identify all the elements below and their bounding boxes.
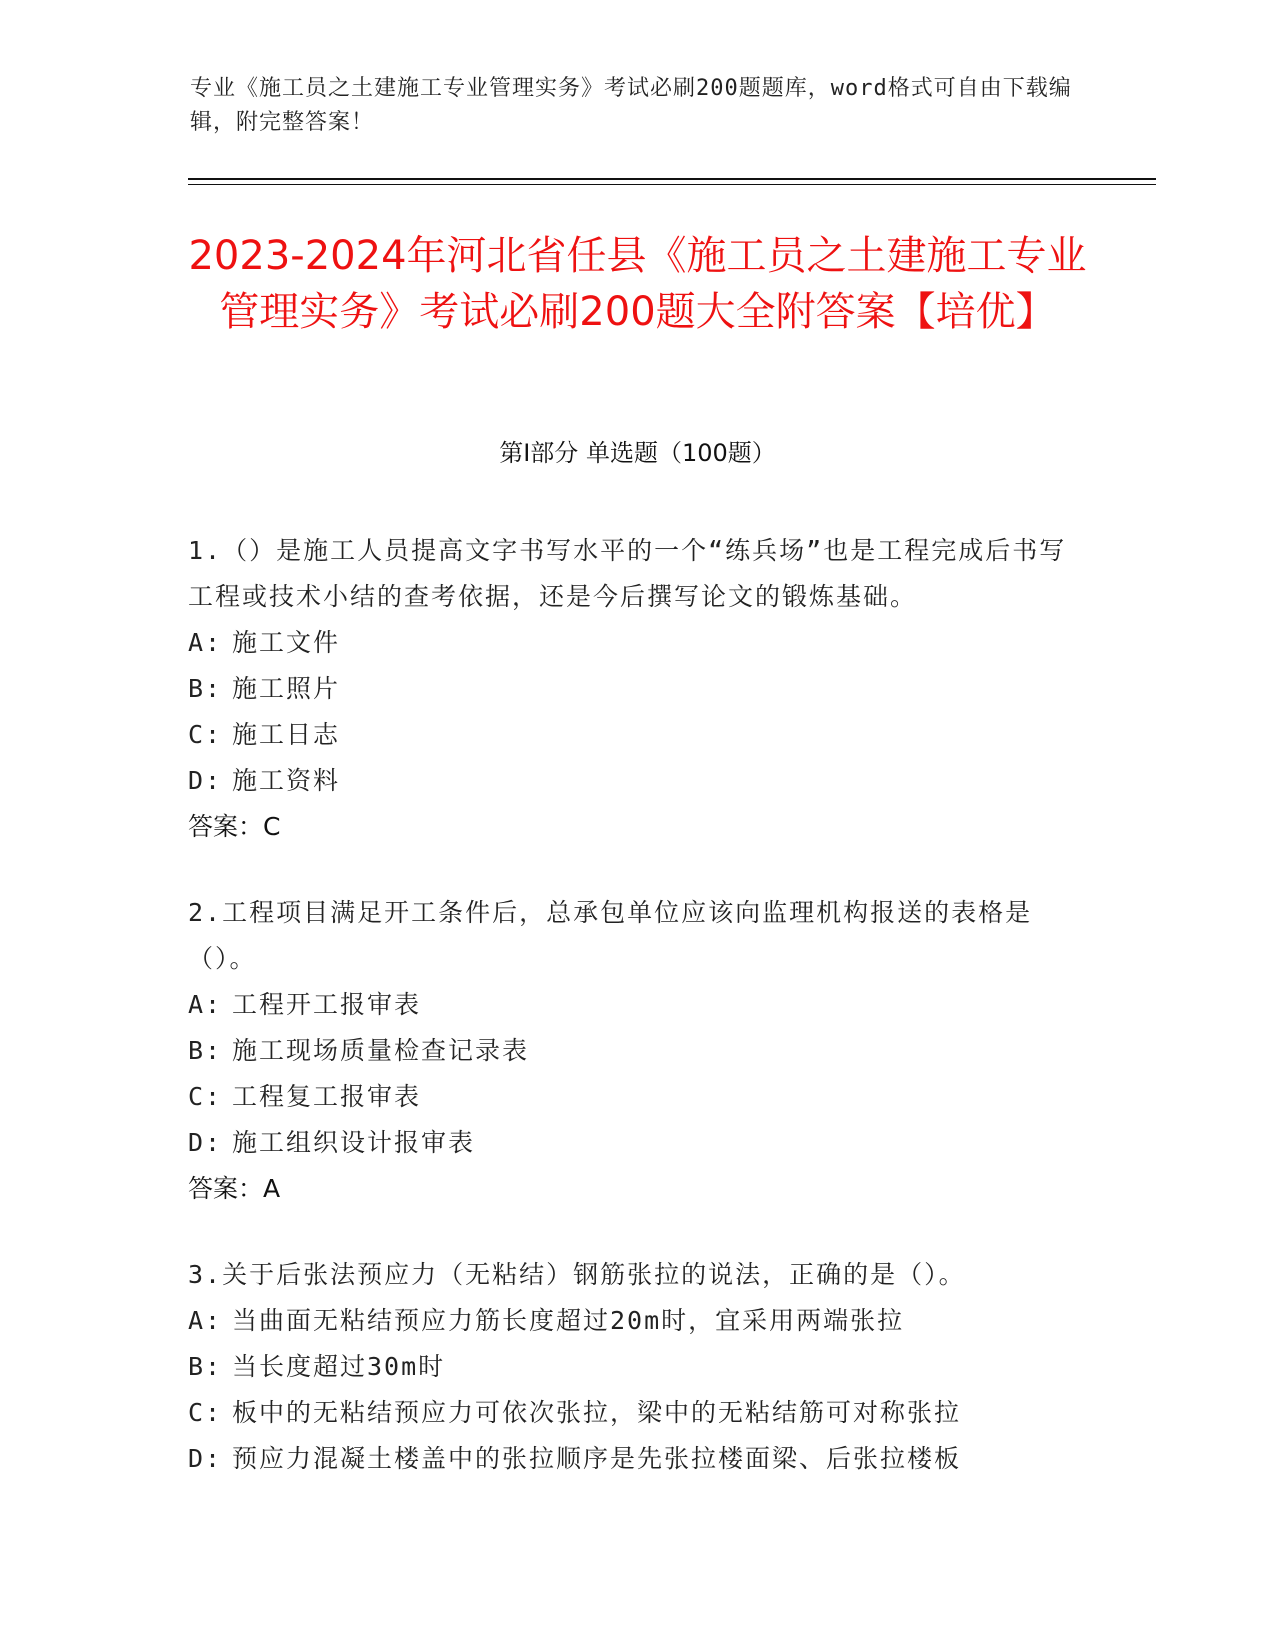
- section-title: 第I部分 单选题（100题）: [499, 439, 776, 467]
- option-letter: D:: [188, 1444, 223, 1473]
- option-letter: B:: [188, 674, 223, 703]
- option-text: 施工现场质量检查记录表: [232, 1036, 530, 1065]
- option-c: [188, 1390, 1078, 1436]
- document-title: 2023-2024年河北省任县《施工员之土建施工专业管理实务》考试必刷200题大全附答案【培优】: [188, 233, 1087, 335]
- option-text: 施工组织设计报审表: [232, 1128, 476, 1157]
- option-a: [188, 620, 1078, 666]
- option-text: 施工资料: [232, 766, 341, 795]
- header-note: 专业《施工员之土建施工专业管理实务》考试必刷200题题库，word格式可自由下载编辑，附完整答案！: [190, 76, 1072, 135]
- option-text: 当长度超过30m时: [232, 1352, 446, 1381]
- answer-line: 答案：A: [188, 1174, 281, 1203]
- question-item: [188, 1252, 1078, 1482]
- option-d: [188, 1436, 1078, 1482]
- option-text: 施工文件: [232, 628, 341, 657]
- option-d: [188, 1120, 1078, 1166]
- option-letter: B:: [188, 1352, 223, 1381]
- header-divider-thick: [188, 178, 1156, 180]
- option-text: 工程开工报审表: [232, 990, 422, 1019]
- option-letter: B:: [188, 1036, 223, 1065]
- question-item: [188, 528, 1078, 850]
- option-letter: C:: [188, 1398, 223, 1427]
- option-text: 施工日志: [232, 720, 341, 749]
- question-item: [188, 890, 1078, 1212]
- question-stem: 2.工程项目满足开工条件后，总承包单位应该向监理机构报送的表格是（）。: [188, 898, 1033, 973]
- option-letter: D:: [188, 766, 223, 795]
- option-letter: A:: [188, 990, 223, 1019]
- option-letter: C:: [188, 720, 223, 749]
- option-text: 当曲面无粘结预应力筋长度超过20m时，宜采用两端张拉: [232, 1306, 905, 1335]
- option-c: [188, 1074, 1078, 1120]
- option-text: 板中的无粘结预应力可依次张拉，梁中的无粘结筋可对称张拉: [232, 1398, 962, 1427]
- option-letter: C:: [188, 1082, 223, 1111]
- option-a: [188, 982, 1078, 1028]
- question-list: [188, 528, 1078, 1522]
- option-letter: A:: [188, 628, 223, 657]
- header-divider-thin: [188, 184, 1156, 185]
- option-b: [188, 1028, 1078, 1074]
- option-d: [188, 758, 1078, 804]
- question-stem: 1.（）是施工人员提高文字书写水平的一个“练兵场”也是工程完成后书写工程或技术小结的查考依据，还是今后撰写论文的锻炼基础。: [188, 536, 1067, 611]
- option-letter: D:: [188, 1128, 223, 1157]
- option-text: 预应力混凝土楼盖中的张拉顺序是先张拉楼面梁、后张拉楼板: [232, 1444, 962, 1473]
- option-a: [188, 1298, 1078, 1344]
- option-b: [188, 666, 1078, 712]
- question-stem: 3.关于后张法预应力（无粘结）钢筋张拉的说法，正确的是（）。: [188, 1260, 966, 1289]
- option-letter: A:: [188, 1306, 223, 1335]
- option-c: [188, 712, 1078, 758]
- option-text: 工程复工报审表: [232, 1082, 422, 1111]
- option-b: [188, 1344, 1078, 1390]
- option-text: 施工照片: [232, 674, 341, 703]
- answer-line: 答案：C: [188, 812, 281, 841]
